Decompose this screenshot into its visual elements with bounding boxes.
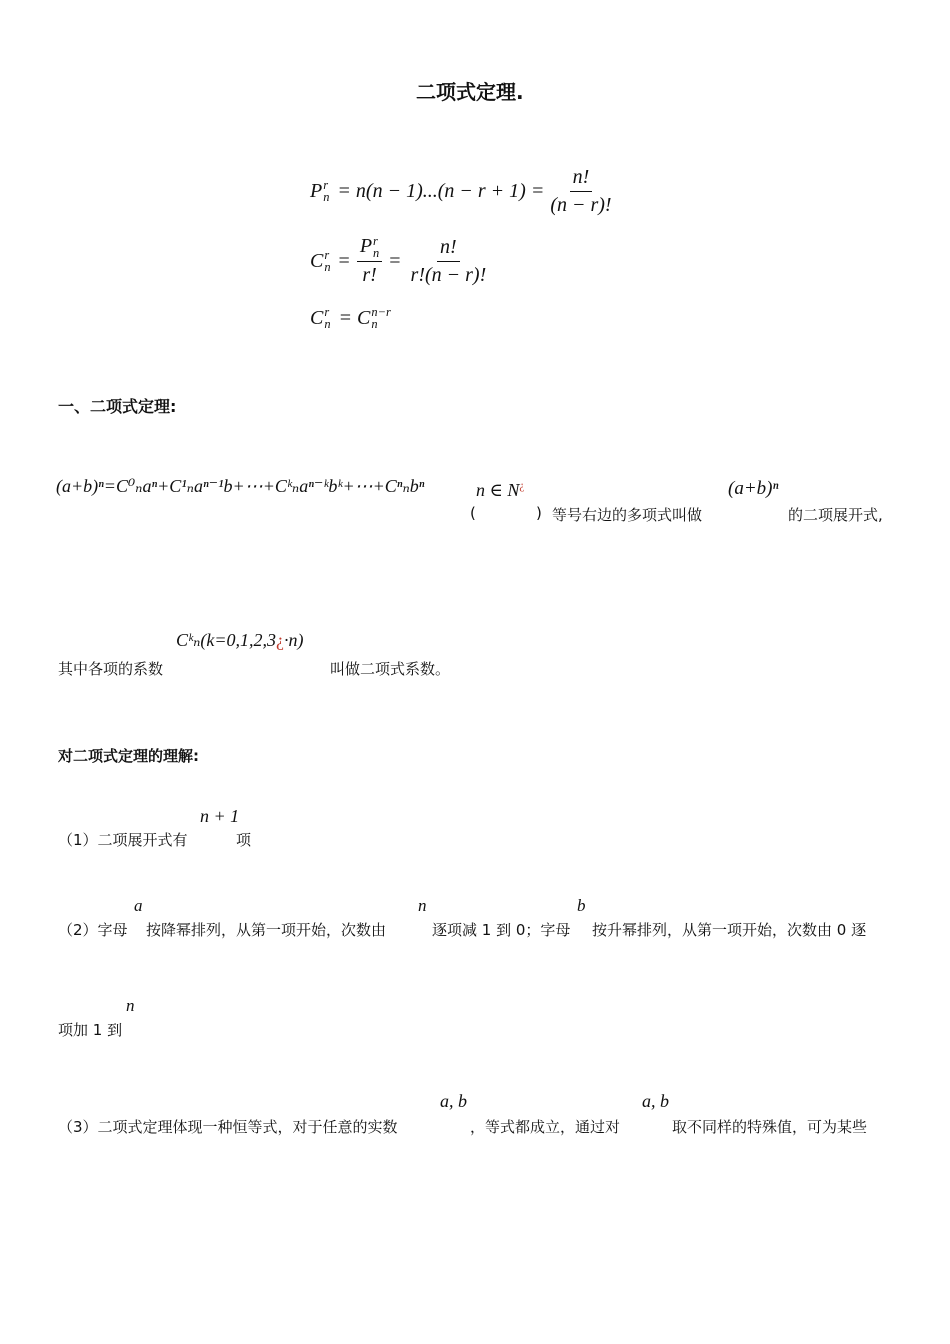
n-in-naturals: n ∈ N¿ bbox=[476, 480, 525, 500]
item1-suffix: 项 bbox=[236, 831, 252, 849]
item2-text-mid3: 按升幂排列，从第一项开始，次数由 0 逐 bbox=[592, 921, 867, 939]
item2-n: n bbox=[418, 896, 427, 915]
item2-b: b bbox=[577, 896, 586, 915]
item3-text: （3）二项式定理体现一种恒等式，对于任意的实数 bbox=[58, 1118, 398, 1136]
coefficient-prefix: 其中各项的系数 bbox=[58, 660, 164, 678]
sym-rhs: = C bbox=[338, 306, 371, 329]
sym-symbol: C bbox=[310, 306, 324, 329]
item2-text-mid2: 逐项减 1 到 0；字母 bbox=[432, 921, 571, 939]
sym-sup: n−r bbox=[371, 304, 391, 319]
item3-text-mid: ，等式都成立，通过对 bbox=[470, 1118, 621, 1136]
item2-n-line2: n bbox=[126, 996, 135, 1015]
glyph-mark: ¿ bbox=[519, 480, 525, 492]
perm-numerator: n! bbox=[570, 166, 593, 192]
permutation-formula bbox=[310, 165, 618, 217]
coefficient-suffix: 叫做二项式系数。 bbox=[330, 660, 451, 678]
comb-fraction-2 bbox=[408, 236, 490, 287]
comb-numerator-2: n! bbox=[437, 236, 460, 262]
item3-ab-1: a, b bbox=[440, 1091, 467, 1111]
item3-ab-2: a, b bbox=[642, 1091, 669, 1111]
item2-a: a bbox=[134, 896, 143, 915]
perm-sup: r bbox=[323, 177, 329, 192]
comb-sup: r bbox=[324, 247, 330, 262]
perm-sub: n bbox=[323, 190, 330, 204]
comb-symbol: C bbox=[310, 249, 324, 272]
paren-close: ) bbox=[536, 504, 542, 522]
binomial-power: (a+b)ⁿ bbox=[728, 478, 779, 499]
comb-denominator-2: r!(n − r)! bbox=[410, 263, 487, 286]
combination-formula: C r n = P r n r! = $\frac{n!}{r!(n - r)!}$ bbox=[310, 232, 492, 290]
binomial-expansion: (a+b)ⁿ=C⁰ₙaⁿ+C¹ₙaⁿ⁻¹b+⋯+Cᵏₙaⁿ⁻ᵏbᵏ+⋯+Cⁿₙbⁿ bbox=[56, 476, 425, 496]
perm-symbol: P bbox=[310, 179, 323, 202]
item2-line2: 项加 1 到 bbox=[58, 1021, 123, 1039]
perm-denominator: (n − r)! bbox=[550, 193, 612, 216]
paren-open: ( bbox=[470, 504, 476, 522]
perm-expansion: = n(n − 1)...(n − r + 1) = bbox=[337, 179, 545, 202]
coefficient-expression: Cᵏₙ(k=0,1,2,3¿·n) bbox=[176, 630, 304, 650]
item2-text: （2）字母 bbox=[58, 921, 128, 939]
understanding-heading: 对二项式定理的理解: bbox=[58, 747, 199, 765]
expansion-description: 等号右边的多项式叫做 bbox=[552, 506, 703, 524]
item1-math: n + 1 bbox=[200, 806, 240, 826]
comb-numerator-1: P r n bbox=[357, 235, 382, 263]
expansion-description-end: 的二项展开式, bbox=[788, 506, 883, 524]
perm-fraction bbox=[547, 166, 614, 217]
item1-text: （1）二项展开式有 bbox=[58, 831, 188, 849]
comb-denominator-1: r! bbox=[362, 264, 377, 287]
item2-text-mid1: 按降幂排列，从第一项开始，次数由 bbox=[146, 921, 387, 939]
comb-fraction-1 bbox=[357, 235, 382, 288]
section-heading: 一、二项式定理: bbox=[58, 397, 177, 416]
item3-text-suffix: 取不同样的特殊值，可为某些 bbox=[672, 1118, 868, 1136]
symmetry-formula: C r n = C n−r n bbox=[310, 304, 391, 331]
comb-sub: n bbox=[324, 260, 331, 274]
page-title: 二项式定理. bbox=[416, 80, 524, 104]
